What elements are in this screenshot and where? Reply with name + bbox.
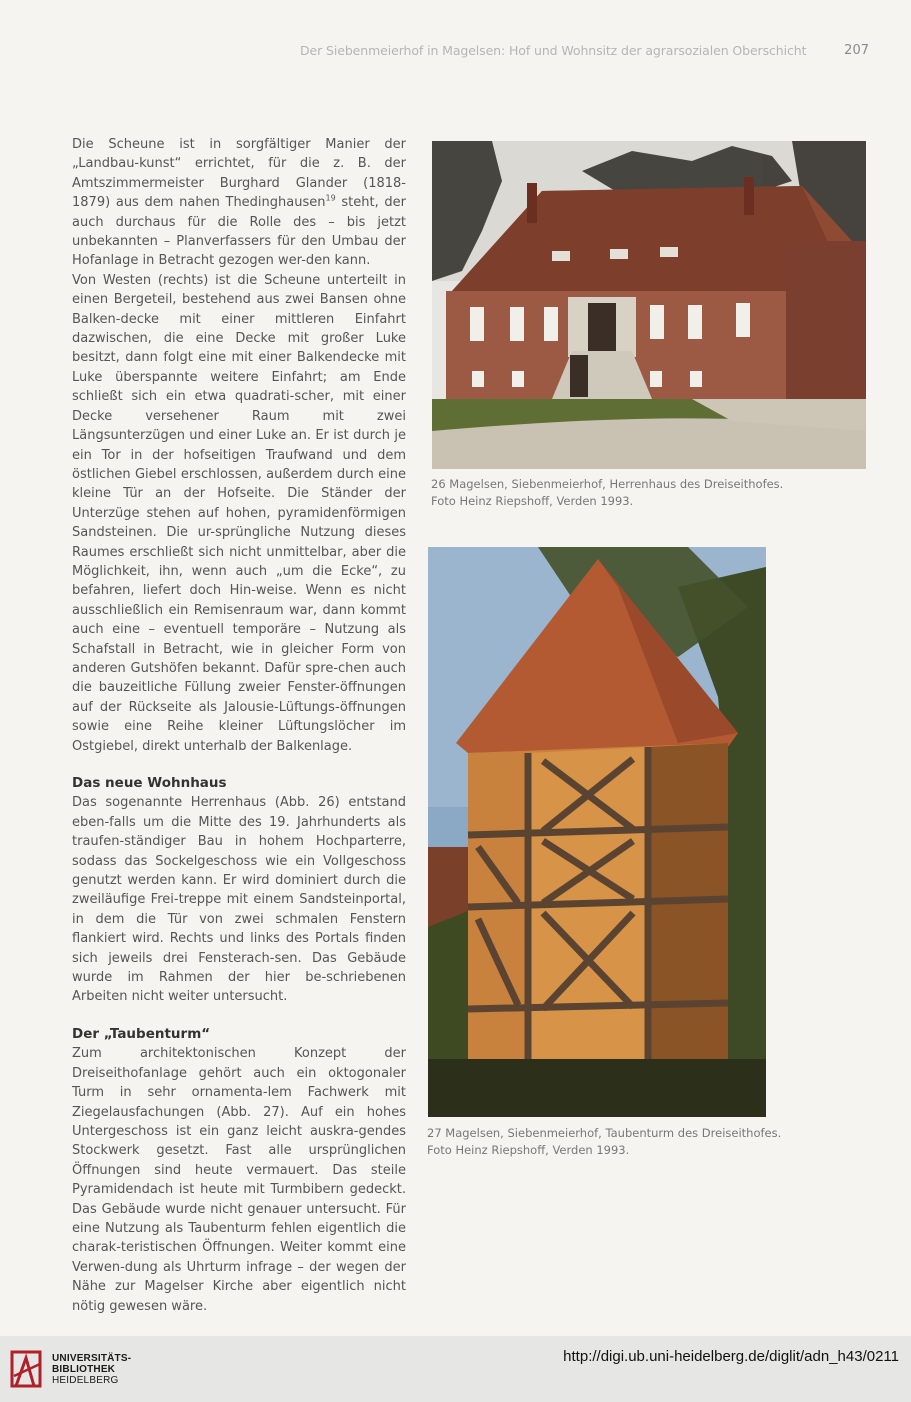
figure-27-caption: 27 Magelsen, Siebenmeierhof, Taubenturm des Dreiseithofes. Foto Heinz Riepshoff, Verden 1993. bbox=[427, 1126, 782, 1157]
heading-taubenturm: Der „Taubenturm“ bbox=[72, 1025, 211, 1042]
figure-26-caption: 26 Magelsen, Siebenmeierhof, Herrenhaus des Dreiseithofes. Foto Heinz Riepshoff, Verden 1993. bbox=[431, 477, 784, 508]
university-library-logo-icon[interactable] bbox=[10, 1346, 44, 1392]
paragraph-1: Die Scheune ist in sorgfältiger Manier der „Landbau-kunst“ errichtet, für die z. B. der Amtszimmermeister Burghard Glander (1818-1879) aus dem nahen Thedinghausen$^{19}$ steht, der auch durchaus für die Rolle des – bis jetzt unbekannten – Planverfassers für den Umbau der Hofanlage in Betracht gezogen wer-den kann. bbox=[72, 137, 407, 269]
paragraph-3: Das sogenannte Herrenhaus (Abb. 26) entstand eben-falls um die Mitte des 19. Jahrhunderts als traufen-ständiger Bau in hohem Hochparterre, sodass das Sockelgeschoss wie ein Vollgeschoss genutzt werden kann. Er wird dominiert durch die zweiläufige Frei-treppe mit einem Sandsteinportal, in dem die Tür von zwei schmalen Fenstern flankiert wird. Rechts und links des Portals finden sich jeweils drei Fensterach-sen. Das Gebäude wurde im Rahmen der hier be-schriebenen Arbeiten nicht weiter untersucht. bbox=[72, 795, 406, 1005]
herrenhaus-photo bbox=[432, 141, 866, 469]
viewer-footer bbox=[0, 1336, 911, 1402]
university-library-logo-text[interactable]: UNIVERSITÄTS- BIBLIOTHEK HEIDELBERG bbox=[52, 1353, 132, 1386]
footnote-ref-19[interactable]: 19 bbox=[325, 193, 336, 203]
permalink-url[interactable]: http://digi.ub.uni-heidelberg.de/diglit/adn_h43/0211 bbox=[563, 1348, 899, 1365]
page-number: 207 bbox=[844, 43, 869, 58]
body-text-column bbox=[72, 135, 406, 1316]
paragraph-2: Von Westen (rechts) ist die Scheune unterteilt in einen Bergeteil, bestehend aus zwei Bansen ohne Balken-decke mit einer mittleren Einfahrt dazwischen, die eine Decke mit großer Luke besitzt, dann folgt eine mit einer Balkendecke mit Luke überspannte weitere Einfahrt; am Ende schließt sich ein etwa quadrati-scher, mit einer Decke versehener Raum mit zwei Längsunterzügen und einer Luke an. Er ist durch je ein Tor in der hofseitigen Traufwand und dem östlichen Giebel erschlossen, außerdem durch eine kleine Tür an der Hofseite. Die Ständer der Unterzüge stehen auf hohen, pyramidenförmigen Sandsteinen. Die ur-sprüngliche Nutzung dieses Raumes erschließt sich nicht unmittelbar, aber die Möglichkeit, ihn, wenn auch „um die Ecke“, zu befahren, liefert doch Hin-weise. Wenn es nicht ausschließlich ein Remisenraum war, dann kommt auch eine – eventuell temporäre – Nutzung als Schafstall in Betracht, wie in gleicher Form von anderen Gutshöfen bekannt. Dafür spre-chen auch die bauzeitliche Füllung zweier Fenster-öffnungen auf der Rückseite als Jalousie-Lüftungs-öffnungen sowie eine Reihe kleiner Lüftungslöcher im Ostgiebel, direkt unterhalb der Balkenlage. bbox=[72, 272, 406, 754]
heading-wohnhaus: Das neue Wohnhaus bbox=[72, 775, 227, 791]
running-title: Der Siebenmeierhof in Magelsen: Hof und Wohnsitz der agrarsozialen Oberschicht bbox=[300, 43, 807, 58]
taubenturm-photo bbox=[428, 547, 766, 1117]
paragraph-4: Zum architektonischen Konzept der Dreiseithofanlage gehört auch ein oktogonaler Turm in sehr ornamenta-lem Fachwerk mit Ziegelausfachungen (Abb. 27). Auf ein hohes Untergeschoss ist ein ganz leicht auskra-gendes Stockwerk gesetzt. Fast alle ursprünglichen Öffnungen sind heute vermauert. Das steile Pyramidendach ist heute mit Turmbibern gedeckt. Das Gebäude wurde nicht genauer untersucht. Für eine Nutzung als Taubenturm fehlen eigentlich die charak-teristischen Öffnungen. Weiter kommt eine Verwen-dung als Uhrturm infrage – der wegen der Nähe zur Magelser Kirche aber eigentlich nicht nötig gewesen wäre. bbox=[72, 1046, 406, 1314]
figure-27-photo bbox=[428, 547, 766, 1117]
figure-26-photo bbox=[432, 141, 866, 469]
